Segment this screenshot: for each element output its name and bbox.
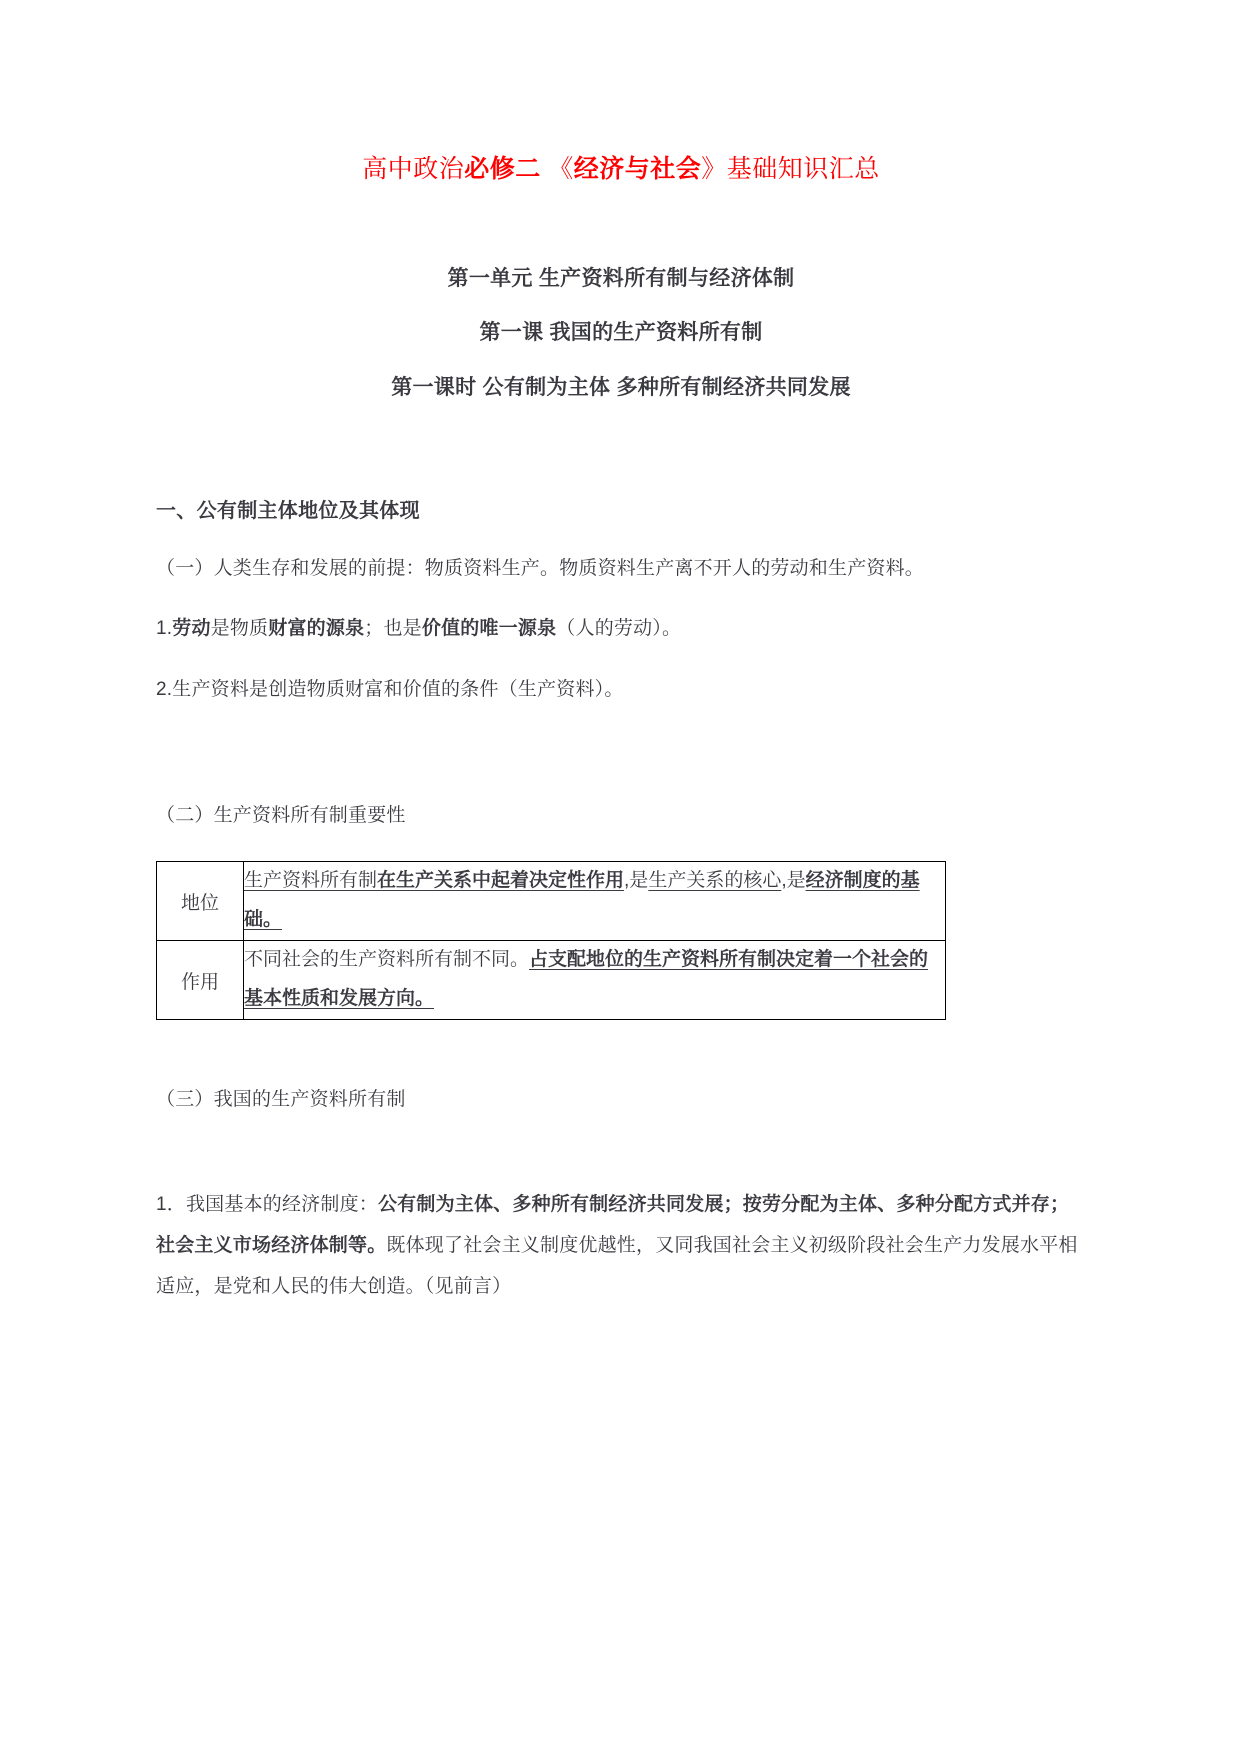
title-segment-plain-2: 《 [540,155,574,183]
table-seg-plain: 生产资料所有制 [244,870,378,892]
point-1-prefix: 1. [156,618,173,640]
paragraph-point-c1-wrapper [156,1121,1086,1308]
paragraph-item-c: （三）我国的生产资料所有制 [156,1089,406,1111]
table-row-label: 地位 [157,862,244,941]
section-title-one: 一、公有制主体地位及其体现 [156,500,420,523]
paragraph-point-1 [156,583,1086,643]
unit-heading-block [156,265,1086,402]
document-content [156,0,1086,1307]
point-1-bold-3: 价值的唯一源泉 [421,618,557,640]
point-c1-text-1: 1．我国基本的经济制度： [156,1193,378,1215]
spacer-before-item-b [156,704,1086,800]
table-row-label: 作用 [157,941,244,1020]
table-seg-bold: 在生产关系中起着决定性作用 [377,870,625,892]
importance-table [156,861,946,1020]
page-title [156,0,1086,187]
title-segment-plain-3: 》基础知识汇总 [701,155,880,183]
heading-period: 第一课时 公有制为主体 多种所有制经济共同发展 [391,375,851,399]
point-1-text-1: 是物质 [210,618,269,640]
paragraph-point-2: 2.生产资料是创造物质财富和价值的条件（生产资料）。 [156,678,624,700]
point-1-text-3: （人的劳动）。 [556,618,682,640]
table-row [157,862,946,941]
title-segment-plain-1: 高中政治 [362,155,465,183]
title-segment-bold-2: 经济与社会 [573,155,702,183]
point-c1-text-2: 既体现了社会主义制度优越性，又同我国社会主义初级阶段社会生产力发展水平相适应，是党和人民的伟大创造。（见前言） [156,1234,1078,1297]
point-1-bold-1: 劳动 [172,618,211,640]
paragraph-point-c1 [156,1185,1086,1308]
table-row-content [244,862,946,941]
importance-table-body [157,862,946,1020]
heading-unit: 第一单元 生产资料所有制与经济体制 [447,267,795,290]
heading-lesson: 第一课 我国的生产资料所有制 [479,321,763,345]
table-seg-plain-3: ,是 [781,870,806,892]
table-seg-underline: 生产关系的核心 [648,870,782,892]
table-row-content [244,941,946,1020]
title-segment-bold-1: 必修二 [464,155,541,183]
paragraph-item-b: （二）生产资料所有制重要性 [156,805,406,827]
table-row [157,941,946,1020]
point-1-text-2: ；也是 [364,618,422,640]
paragraph-item-a: （一）人类生存和发展的前提：物质资料生产。物质资料生产离不开人的劳动和生产资料。 [156,558,925,580]
section-item-c-block [156,1020,1086,1121]
table-seg-plain: 不同社会的生产资料所有制不同。 [244,949,530,971]
table-seg-plain-2: ,是 [624,870,649,892]
point-1-bold-2: 财富的源泉 [268,618,365,640]
table-seg-bold-2: 经济制度的基础。 [244,870,920,931]
table-seg-bold: 占支配地位的生产资料所有制决定着一个社会的基本性质和发展方向。 [244,949,929,1010]
point-c1-bold-1: 公有制为主体、多种所有制经济共同发展；按劳分配为主体、多种分配方式并存；社会主义市场经济体制等。 [156,1193,1070,1256]
